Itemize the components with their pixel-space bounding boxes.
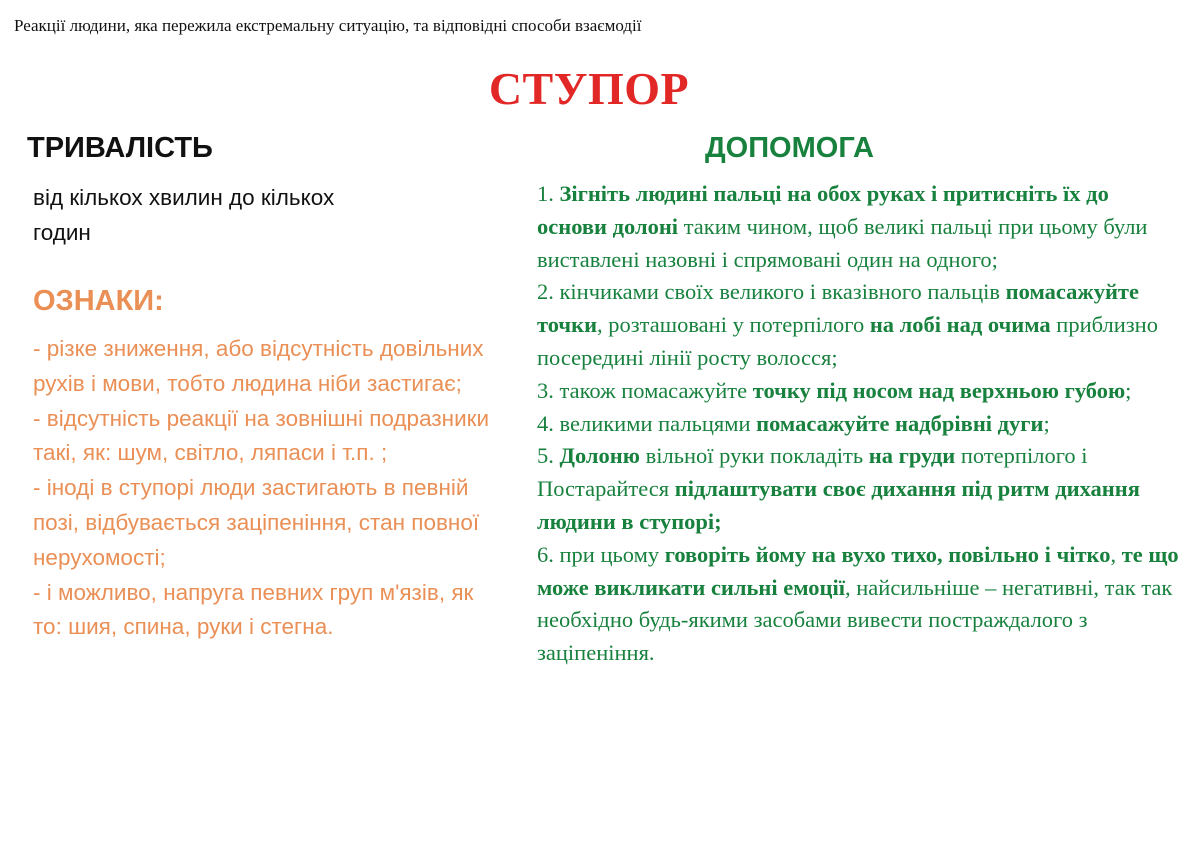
step-text: , [1110, 541, 1122, 567]
duration-line-2: годин [33, 220, 91, 245]
duration-text [33, 180, 453, 250]
duration-heading: ТРИВАЛІСТЬ [27, 132, 213, 164]
signs-list [33, 332, 493, 645]
help-step-4 [537, 408, 1182, 441]
step-text: 5. [537, 443, 560, 469]
step-text: вільної руки покладіть [639, 443, 869, 469]
help-heading: ДОПОМОГА [705, 132, 874, 164]
signs-heading: ОЗНАКИ: [33, 285, 164, 317]
step-emphasis: Зігніть людині пальці на обох руках і притисніть їх до основи долоні [537, 181, 1109, 239]
step-emphasis: Долоню [559, 443, 640, 469]
help-step-3 [537, 375, 1182, 408]
step-emphasis: те що може викликати сильні емоції [537, 541, 1179, 600]
step-emphasis: помасажуйте надбрівні дуги [756, 410, 1044, 436]
help-step-6 [537, 539, 1182, 670]
step-text: ; [1043, 410, 1050, 436]
sign-item: - і можливо, напруга певних груп м'язів, як то: шия, спина, руки і стегна. [33, 579, 474, 640]
document-header: Реакції людини, яка пережила екстремальну ситуацію, та відповідні способи взаємодії [14, 16, 642, 35]
help-step-1 [537, 178, 1182, 276]
step-emphasis: помасажуйте точки [537, 279, 1139, 338]
step-text: , найсильніше – негативні, так так необхідно будь-якими засобами вивести постраждалого з заціпеніння. [537, 574, 1173, 666]
help-step-2 [537, 276, 1182, 374]
help-steps [537, 178, 1182, 670]
sign-item: - відсутність реакції на зовнішні подразники такі, як: шум, світло, ляпаси і т.п. ; [33, 405, 490, 466]
step-text: приблизно посередині лінії росту волосся; [537, 312, 1158, 370]
step-text: потерпілого і Постарайтеся [537, 443, 1088, 502]
step-text: 4. великими пальцями [537, 410, 757, 436]
step-emphasis: на лобі над очима [869, 312, 1051, 338]
sign-item: - різке зниження, або відсутність довільних рухів і мови, тобто людина ніби застигає; [33, 336, 484, 396]
step-text: таким чином, щоб великі пальці при цьому були виставлені назовні і спрямовані один на одного; [537, 213, 1148, 272]
step-text: 6. при цьому [537, 541, 665, 567]
step-emphasis: говоріть йому на вухо тихо, повільно і чітко [664, 541, 1111, 567]
step-text: 2. кінчиками своїх великого і вказівного пальців [537, 279, 1006, 305]
sign-item: - іноді в ступорі люди застигають в певній позі, відбувається заціпеніння, стан повної нерухомості; [33, 475, 480, 570]
duration-line-1: від кількох хвилин до кількох [33, 185, 335, 210]
step-text: , розташовані у потерпілого [597, 312, 870, 338]
step-number: 1. [537, 181, 560, 206]
step-emphasis: підлаштувати своє дихання під ритм дихання людини в ступорі; [537, 476, 1140, 534]
step-text: ; [1125, 377, 1132, 403]
step-text: 3. також помасажуйте [537, 377, 753, 403]
page-title: СТУПОР [488, 63, 690, 114]
step-emphasis: точку під носом над верхньою губою [752, 377, 1126, 403]
step-emphasis: на груди [868, 443, 956, 469]
help-step-5 [537, 440, 1182, 538]
